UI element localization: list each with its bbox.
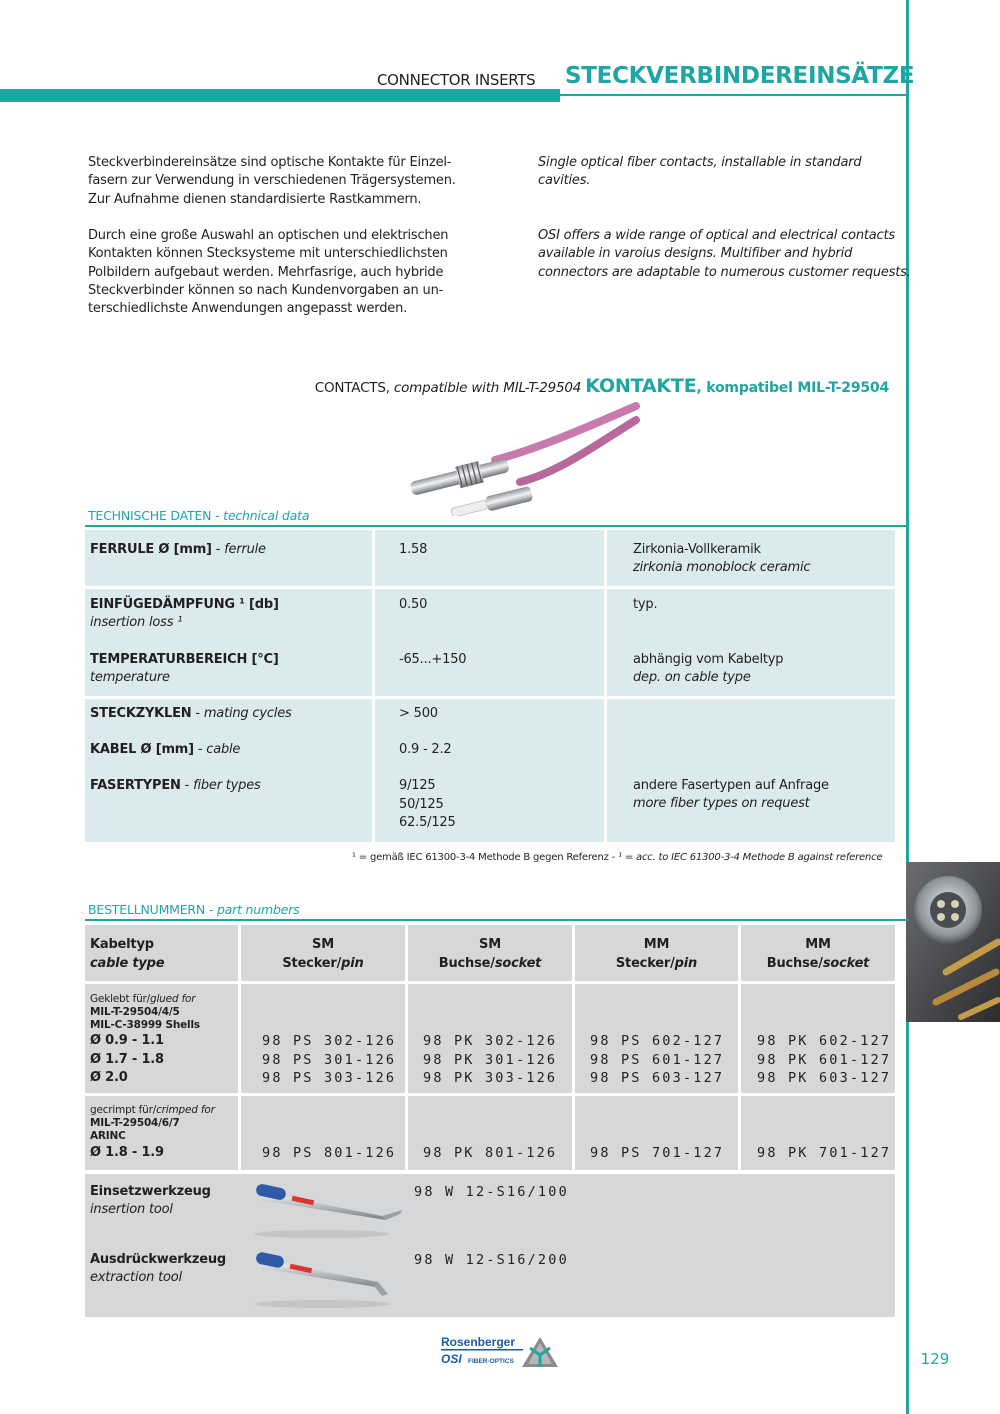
glued-label: Geklebt für/glued for (90, 993, 196, 1005)
glued-spec-1: MIL-T-29504/4/5 (90, 1006, 180, 1018)
tech-note-en-ferrule: zirkonia monoblock ceramic (633, 560, 811, 575)
tech-note-en-temperature: dep. on cable type (633, 670, 751, 685)
crimped-part-number-sm-socket: 98 PK 801-126 (423, 1145, 558, 1161)
logo-text-rosenberger: Rosenberger (441, 1335, 516, 1349)
connector-photo (906, 862, 1000, 1022)
crimped-part-number-sm-pin: 98 PS 801-126 (262, 1145, 397, 1161)
tech-note-temperature: abhängig vom Kabeltyp (633, 652, 784, 667)
parts-head-col3-kind: Stecker/pin (615, 956, 698, 971)
tech-label-fiber-types: FASERTYPEN - fiber types (90, 778, 261, 793)
crimped-spec-1: MIL-T-29504/6/7 (90, 1117, 180, 1129)
tech-note-insertion-loss: typ. (633, 597, 658, 612)
insertion-tool-part-number: 98 W 12-S16/100 (414, 1184, 569, 1200)
parts-head-col2-type: SM (479, 937, 501, 952)
extraction-tool-label: Ausdrückwerkzeug (90, 1252, 227, 1267)
intro-de-paragraph-2: Durch eine große Auswahl an optischen und elektrischen Kontakten können Stecksysteme mit unterschiedlichsten Polbildern aufgebaut werden. Mehrfasrige, auch hybride Steckverbinder können so nach Kundenvorgaben an un- terschiedlichste Anwendungen angepasst werden. (88, 228, 449, 317)
header-title-de: STECKVERBINDEREINSÄTZE (565, 63, 915, 89)
parts-head-col3-type: MM (643, 937, 670, 952)
header-title-en: CONNECTOR INSERTS (377, 71, 536, 89)
tech-note-ferrule: Zirkonia-Vollkeramik (633, 542, 761, 557)
crimped-part-number-mm-socket: 98 PK 701-127 (757, 1145, 892, 1161)
header-rule (560, 94, 908, 96)
footnote: ¹ = gemäß IEC 61300-3-4 Methode B gegen Referenz - ¹ = acc. to IEC 61300-3-4 Methode B against reference (352, 852, 883, 863)
parts-head-cable-type-en: cable type (90, 956, 165, 971)
parts-head-cable-type: Kabeltyp (90, 937, 154, 952)
crimped-part-number-mm-pin: 98 PS 701-127 (590, 1145, 725, 1161)
extraction-tool-label-en: extraction tool (90, 1270, 182, 1285)
intro-en-paragraph-2: OSI offers a wide range of optical and electrical contacts available in varoius designs. Multifiber and hybrid connectors are adaptable to numerous customer requests. (538, 228, 911, 280)
parts-head-col2-kind: Buchse/socket (438, 956, 542, 971)
tech-value-mating-cycles: > 500 (399, 706, 438, 721)
intro-de-paragraph-1: Steckverbindereinsätze sind optische Kontakte für Einzel- fasern zur Verwendung in verschiedenen Trägersystemen. Zur Aufnahme dienen standardisierte Rastkammern. (88, 155, 456, 207)
intro-en-paragraph-1: Single optical fiber contacts, installable in standard cavities. (538, 155, 862, 189)
tech-note-en-fiber-types: more fiber types on request (633, 796, 810, 811)
glued-part-numbers-sm-socket: 98 PK 302-126 98 PK 301-126 98 PK 303-126 (423, 1033, 558, 1086)
tech-label-ferrule: FERRULE Ø [mm] - ferrule (90, 542, 266, 557)
extraction-tool-image (252, 1248, 412, 1310)
tech-value-fiber-types: 9/125 50/125 62.5/125 (399, 778, 456, 830)
tech-data-title: TECHNISCHE DATEN - technical data (88, 508, 310, 523)
pin-contact (409, 454, 511, 500)
logo-emblem (522, 1337, 558, 1367)
page-number: 129 (920, 1350, 950, 1368)
glued-sizes: Ø 0.9 - 1.1 Ø 1.7 - 1.8 Ø 2.0 (90, 1033, 164, 1085)
margin-rule (906, 0, 909, 1414)
rosenberger-osi-logo (440, 1333, 560, 1373)
tech-value-insertion-loss: 0.50 (399, 597, 428, 612)
extraction-tool-part-number: 98 W 12-S16/200 (414, 1252, 569, 1268)
parts-head-col4-type: MM (805, 937, 831, 952)
tech-label-insertion-loss: EINFÜGEDÄMPFUNG ¹ [db] (90, 597, 279, 612)
socket-contact (450, 486, 533, 516)
glued-part-numbers-sm-pin: 98 PS 302-126 98 PS 301-126 98 PS 303-126 (262, 1033, 397, 1086)
insertion-tool-label: Einsetzwerkzeug (90, 1184, 211, 1199)
glued-spec-2: MIL-C-38999 Shells (90, 1019, 200, 1031)
insertion-tool-label-en: insertion tool (90, 1202, 173, 1217)
logo-text-fiber-optics: FIBER-OPTICS (468, 1358, 514, 1365)
parts-head-col1-type: SM (312, 937, 334, 952)
contact-product-image (400, 398, 640, 516)
tech-sub-insertion-loss: insertion loss ¹ (90, 615, 183, 630)
logo-text-osi: OSI (441, 1352, 462, 1366)
header-bar (0, 89, 560, 102)
tech-label-cable: KABEL Ø [mm] - cable (90, 742, 241, 757)
tech-data-rule (85, 525, 908, 527)
tech-note-fiber-types: andere Fasertypen auf Anfrage (633, 778, 829, 793)
parts-head-col1-kind: Stecker/pin (282, 956, 364, 971)
crimped-size: Ø 1.8 - 1.9 (90, 1145, 164, 1160)
tech-value-temperature: -65...+150 (399, 652, 467, 667)
part-numbers-title: BESTELLNUMMERN - part numbers (88, 902, 300, 917)
contacts-heading: CONTACTS, compatible with MIL-T-29504 KONTAKTE, kompatibel MIL-T-29504 (314, 375, 889, 397)
crimped-spec-2: ARINC (90, 1130, 126, 1142)
tech-sub-temperature: temperature (90, 670, 170, 685)
part-numbers-rule (85, 919, 908, 921)
insertion-tool-image (252, 1180, 412, 1240)
tech-value-cable: 0.9 - 2.2 (399, 742, 452, 757)
parts-head-col4-kind: Buchse/socket (766, 956, 870, 971)
glued-part-numbers-mm-socket: 98 PK 602-127 98 PK 601-127 98 PK 603-127 (757, 1033, 892, 1086)
crimped-label: gecrimpt für/crimped for (90, 1104, 215, 1116)
tech-label-mating-cycles: STECKZYKLEN - mating cycles (90, 706, 292, 721)
tech-label-temperature: TEMPERATURBEREICH [°C] (90, 652, 279, 667)
glued-part-numbers-mm-pin: 98 PS 602-127 98 PS 601-127 98 PS 603-127 (590, 1033, 725, 1086)
tech-value-ferrule: 1.58 (399, 542, 428, 557)
